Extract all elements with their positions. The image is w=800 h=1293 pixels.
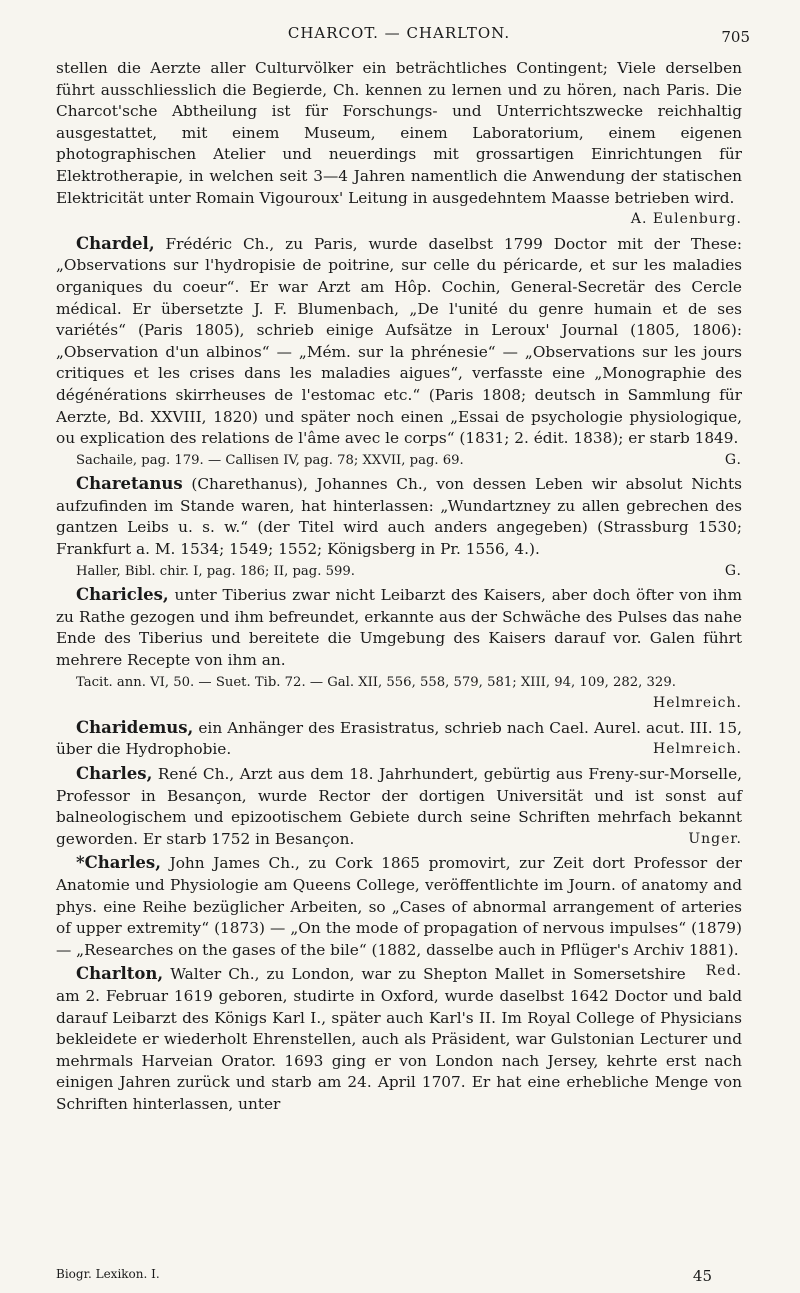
- author-signature: Helmreich.: [652, 741, 742, 758]
- entry-headword: Charlton,: [76, 964, 164, 984]
- entry-chardel: [56, 233, 742, 472]
- entry-body: René Ch., Arzt aus dem 18. Jahrhundert, gebürtig aus Freny-sur-Morselle, Professor in Besançon, wurde Rector der dortigen Universität und ist sonst auf balneologischem und epizootischem Gebiete durch seine Schriften mehrfach bekannt geworden. Er starb 1752 in Besançon.: [56, 765, 742, 848]
- running-head: CHARCOT. — CHARLTON.: [287, 24, 511, 42]
- entry-body: John James Ch., zu Cork 1865 promovirt, zur Zeit dort Professor der Anatomie und Physiologie am Queens College, veröffentlichte im Journ. of anatomy and phys. eine Reihe bezüglicher Arbeiten, so „Cases of abnormal arrangement of arteries of upper extremity“ (1873) — „On the mode of propagation of nervous impulses“ (1879) — „Researches on the gases of the bile“ (1882, dasselbe auch in Pflüger's Archiv 1881).: [56, 854, 742, 959]
- author-signature: G.: [724, 451, 742, 468]
- author-signature: Red.: [705, 963, 742, 980]
- sheet-number: 45: [692, 1267, 712, 1285]
- entry-headword: Chardel,: [76, 233, 155, 253]
- entry-charlton: [56, 963, 742, 1115]
- entry-headword: Charetanus: [76, 474, 183, 494]
- author-signature: G.: [724, 562, 742, 579]
- entry-body: ein Anhänger des Erasistratus, schrieb nach Cael. Aurel. acut. III. 15, über die Hydrophobie.: [56, 718, 742, 759]
- entry-body: Walter Ch., zu London, war zu Shepton Mallet in Somersetshire am 2. Februar 1619 geboren, studirte in Oxford, wurde daselbst 1642 Doctor und bald darauf Leibarzt des Königs Karl I., später auch Karl's II. Im Royal College of Physicians bekleidete er wiederholt Ehrenstellen, auch als Präsident, war Gulstonian Lecturer und mehrmals Harveian Orator. 1693 ging er von London nach Jersey, kehrte erst nach einigen Jahren zurück und starb am 24. April 1707. Er hat eine erhebliche Menge von Schriften hinterlassen, unter: [56, 965, 742, 1113]
- entry-charicles: [56, 584, 742, 715]
- author-signature: A. Eulenburg.: [630, 211, 742, 228]
- page-footer: [56, 1267, 742, 1285]
- entry-charidemus: [56, 717, 742, 761]
- entry-charles-rene: [56, 763, 742, 850]
- footer-signature-label: Biogr. Lexikon. I.: [56, 1267, 160, 1281]
- page-header: [56, 14, 750, 46]
- entry-body: unter Tiberius zwar nicht Leibarzt des Kaisers, aber doch öfter von ihm zu Rathe gezogen und ihm befreundet, erkannte aus der Schwäche des Pulses das nahe Ende des Tiberius und bereitete die Umgebung des Kaisers darauf vor. Galen führt mehrere Recepte von ihm an.: [56, 586, 742, 670]
- entry-sources: Tacit. ann. VI, 50. — Suet. Tib. 72. — Gal. XII, 556, 558, 579, 581; XIII, 94, 109, 282, 329.: [76, 674, 676, 690]
- entry-headword: Charles,: [76, 764, 153, 783]
- entry-continuation: [56, 58, 742, 231]
- entry-headword: Charicles,: [76, 585, 169, 605]
- entry-body: Frédéric Ch., zu Paris, wurde daselbst 1799 Doctor mit der These: „Observations sur l'hydropisie de poitrine, sur celle du péricarde, et sur les maladies organiques du coeur“. Er war Arzt am Hôp. Cochin, General-Secretär des Cercle médical. Er übersetzte J. F. Blumenbach, „De l'unité du genre humain et de ses variétés“ (Paris 1805), schrieb einige Aufsätze in Leroux' Journal (1805, 1806): „Observation d'un albinos“ — „Mém. sur la phrénesie“ — „Observations sur les jours critiques et les crises dans les maladies aigues“, verfasste eine „Monographie des dégénérations skirrheuses de l'estomac etc.“ (Paris 1808; deutsch in Sammlung für Aerzte, Bd. XXVIII, 1820) und später noch einen „Essai de psychologie physiologique, ou explication des relations de l'âme avec le corps“ (1831; 2. édit. 1838); er starb 1849.: [56, 234, 742, 448]
- entry-headword: Charidemus,: [76, 717, 194, 737]
- page-number: 705: [721, 28, 750, 46]
- entry-sources: Haller, Bibl. chir. I, pag. 186; II, pag. 599.: [76, 563, 355, 579]
- entry-sources: Sachaile, pag. 179. — Callisen IV, pag. 78; XXVII, pag. 69.: [76, 452, 464, 468]
- body-text: [56, 58, 742, 1116]
- author-signature: Unger.: [688, 830, 742, 847]
- entry-charetanus: [56, 473, 742, 582]
- author-signature: Helmreich.: [652, 695, 742, 712]
- entry-headword: *Charles,: [76, 853, 161, 873]
- continuation-text: stellen die Aerzte aller Culturvölker ein beträchtliches Contingent; Viele derselben führt ausschliesslich die Begierde, Ch. kennen zu lernen und zu hören, nach Paris. Die Charcot'sche Abtheilung ist für Forschungs- und Unterrichtszwecke reichhaltig ausgestattet, mit einem Museum, einem Laboratorium, einem eigenen photographischen Atelier und neuerdings mit grossartigen Einrichtungen für Elektrotherapie, in welchen seit 3—4 Jahren namentlich die Anwendung der statischen Elektricität unter Romain Vigouroux' Leitung in ausgedehntem Maasse betrieben wird.: [56, 59, 742, 207]
- entry-body: (Charethanus), Johannes Ch., von dessen Leben wir absolut Nichts aufzufinden im Stande waren, hat hinterlassen: „Wundartzney zu allen gebrechen des gantzen Leibs u. s. w.“ (der Titel wird auch anders angegeben) (Strassburg 1530; Frankfurt a. M. 1534; 1549; 1552; Königsberg in Pr. 1556, 4.).: [56, 475, 742, 559]
